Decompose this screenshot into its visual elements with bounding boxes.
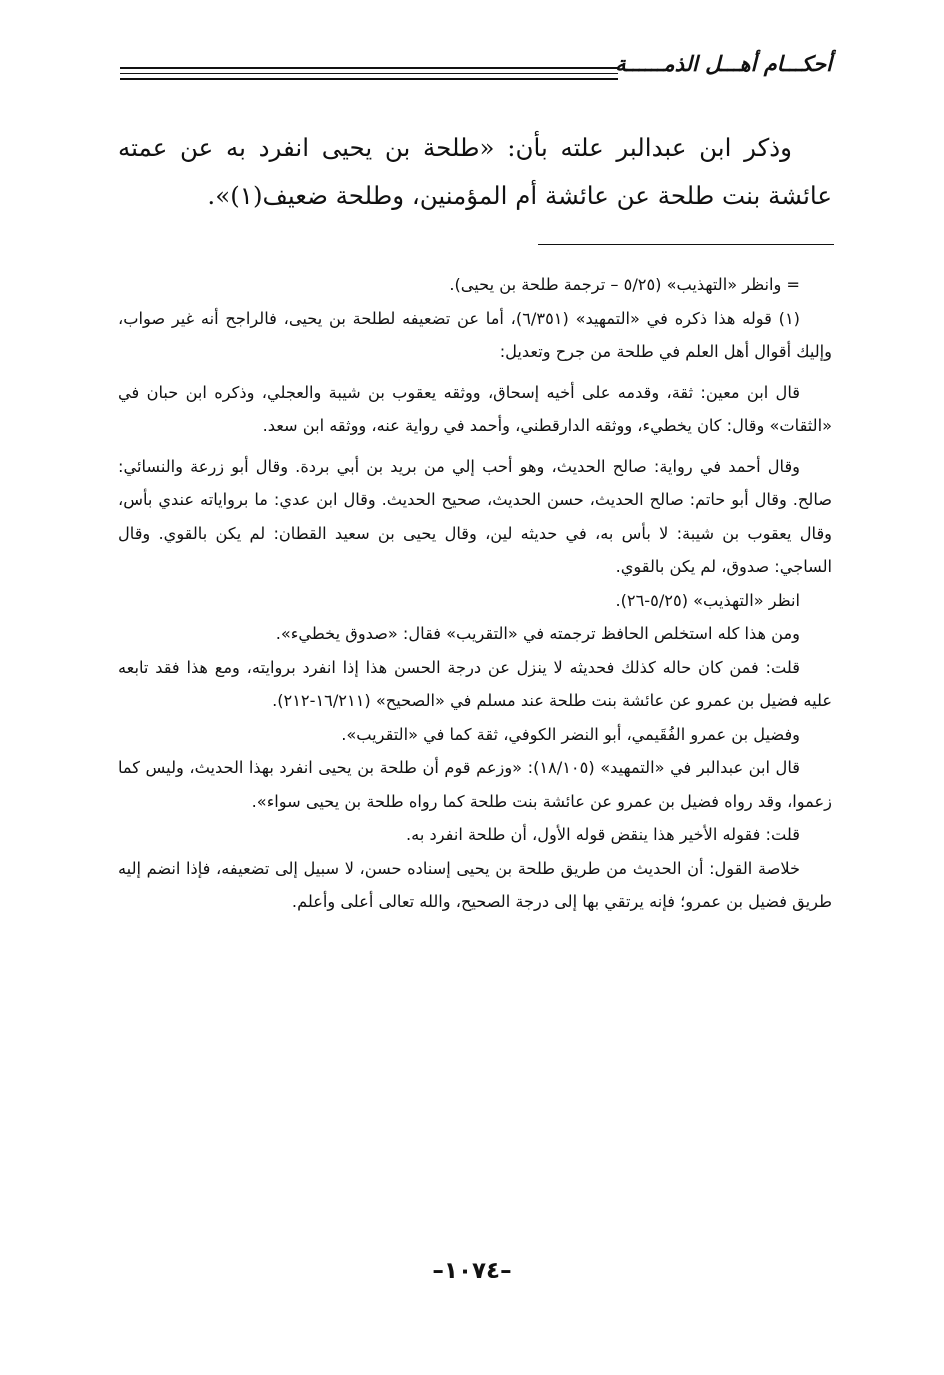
footnote-paragraph: ومن هذا كله استخلص الحافظ ترجمته في «التقريب» فقال: «صدوق يخطيء».: [275, 624, 800, 643]
main-paragraph: وذكر ابن عبدالبر علته بأن: «طلحة بن يحيى انفرد به عن عمته عائشة بنت طلحة عن عائشة أم المؤمنين، وطلحة ضعيف(١)».: [118, 133, 832, 210]
footnote-paragraph: قلت: فقوله الأخير هذا ينقض قوله الأول، أن طلحة انفرد به.: [406, 825, 800, 844]
footnote-paragraph: قلت: فمن كان حاله كذلك فحديثه لا ينزل عن درجة الحسن هذا إذا انفرد بروايته، ومع هذا فقد تابعه عليه فضيل بن عمرو عن عائشة بنت طلحة عند مسلم في «الصحيح» (١٦/٢١١-٢١٢).: [118, 657, 832, 710]
footnote-paragraph: وفضيل بن عمرو الفُقَيمي، أبو النضر الكوفي، ثقة كما في «التقريب».: [341, 724, 800, 744]
footnote-paragraph: انظر «التهذيب» (٥/٢٥-٢٦).: [615, 590, 800, 610]
main-text: [118, 124, 832, 220]
footnote-continuation: = وانظر «التهذيب» (٥/٢٥ – ترجمة طلحة بن يحيى).: [449, 275, 800, 294]
footnotes: [118, 268, 832, 919]
page-number: –١٠٧٤–: [432, 1258, 512, 1284]
footnote-paragraph: وقال أحمد في رواية: صالح الحديث، وهو أحب إلي من بريد بن أبي بردة. وقال أبو زرعة والنسائي: صالح. وقال أبو حاتم: صالح الحديث، حسن الحديث، صحيح الحديث. وقال ابن عدي: ما برواياته عندي بأس، وقال يعقوب بن شيبة: لا بأس به، في حديثه لين، وقال يحيى بن سعيد القطان: لم يكن بالقوي. وقال الساجي: صدوق، لم يكن بالقوي.: [118, 456, 832, 576]
footnote-1: (١) قوله هذا ذكره في «التمهيد» (٦/٣٥١)، أما عن تضعيفه لطلحة بن يحيى، فالراجح أنه غير صواب، وإليك أقوال أهل العلم في طلحة من جرح وتعديل:: [118, 308, 832, 361]
footnote-separator: [538, 244, 834, 245]
running-header-title: أحكـــام أهـــل الذمــــــة: [615, 52, 832, 76]
header-rule: [120, 67, 618, 80]
footnote-paragraph: قال ابن عبدالبر في «التمهيد» (١٨/١٠٥): «وزعم قوم أن طلحة بن يحيى انفرد بهذا الحديث، وليس كما زعموا، وقد رواه فضيل بن عمرو عن عائشة بنت طلحة كما رواه طلحة بن يحيى سواء».: [118, 758, 832, 811]
footnote-paragraph: خلاصة القول: أن الحديث من طريق طلحة بن يحيى إسناده حسن، لا سبيل إلى تضعيفه، فإذا انضم إليه طريق فضيل بن عمرو؛ فإنه يرتقي بها إلى درجة الصحيح، والله تعالى أعلى وأعلم.: [118, 858, 832, 911]
footnote-paragraph: قال ابن معين: ثقة، وقدمه على أخيه إسحاق، ووثقه يعقوب بن شيبة والعجلي، وذكره ابن حبان في «الثقات» وقال: كان يخطيء، ووثقه الدارقطني، وأحمد في رواية عنه، ووثقه ابن سعد.: [118, 382, 832, 435]
